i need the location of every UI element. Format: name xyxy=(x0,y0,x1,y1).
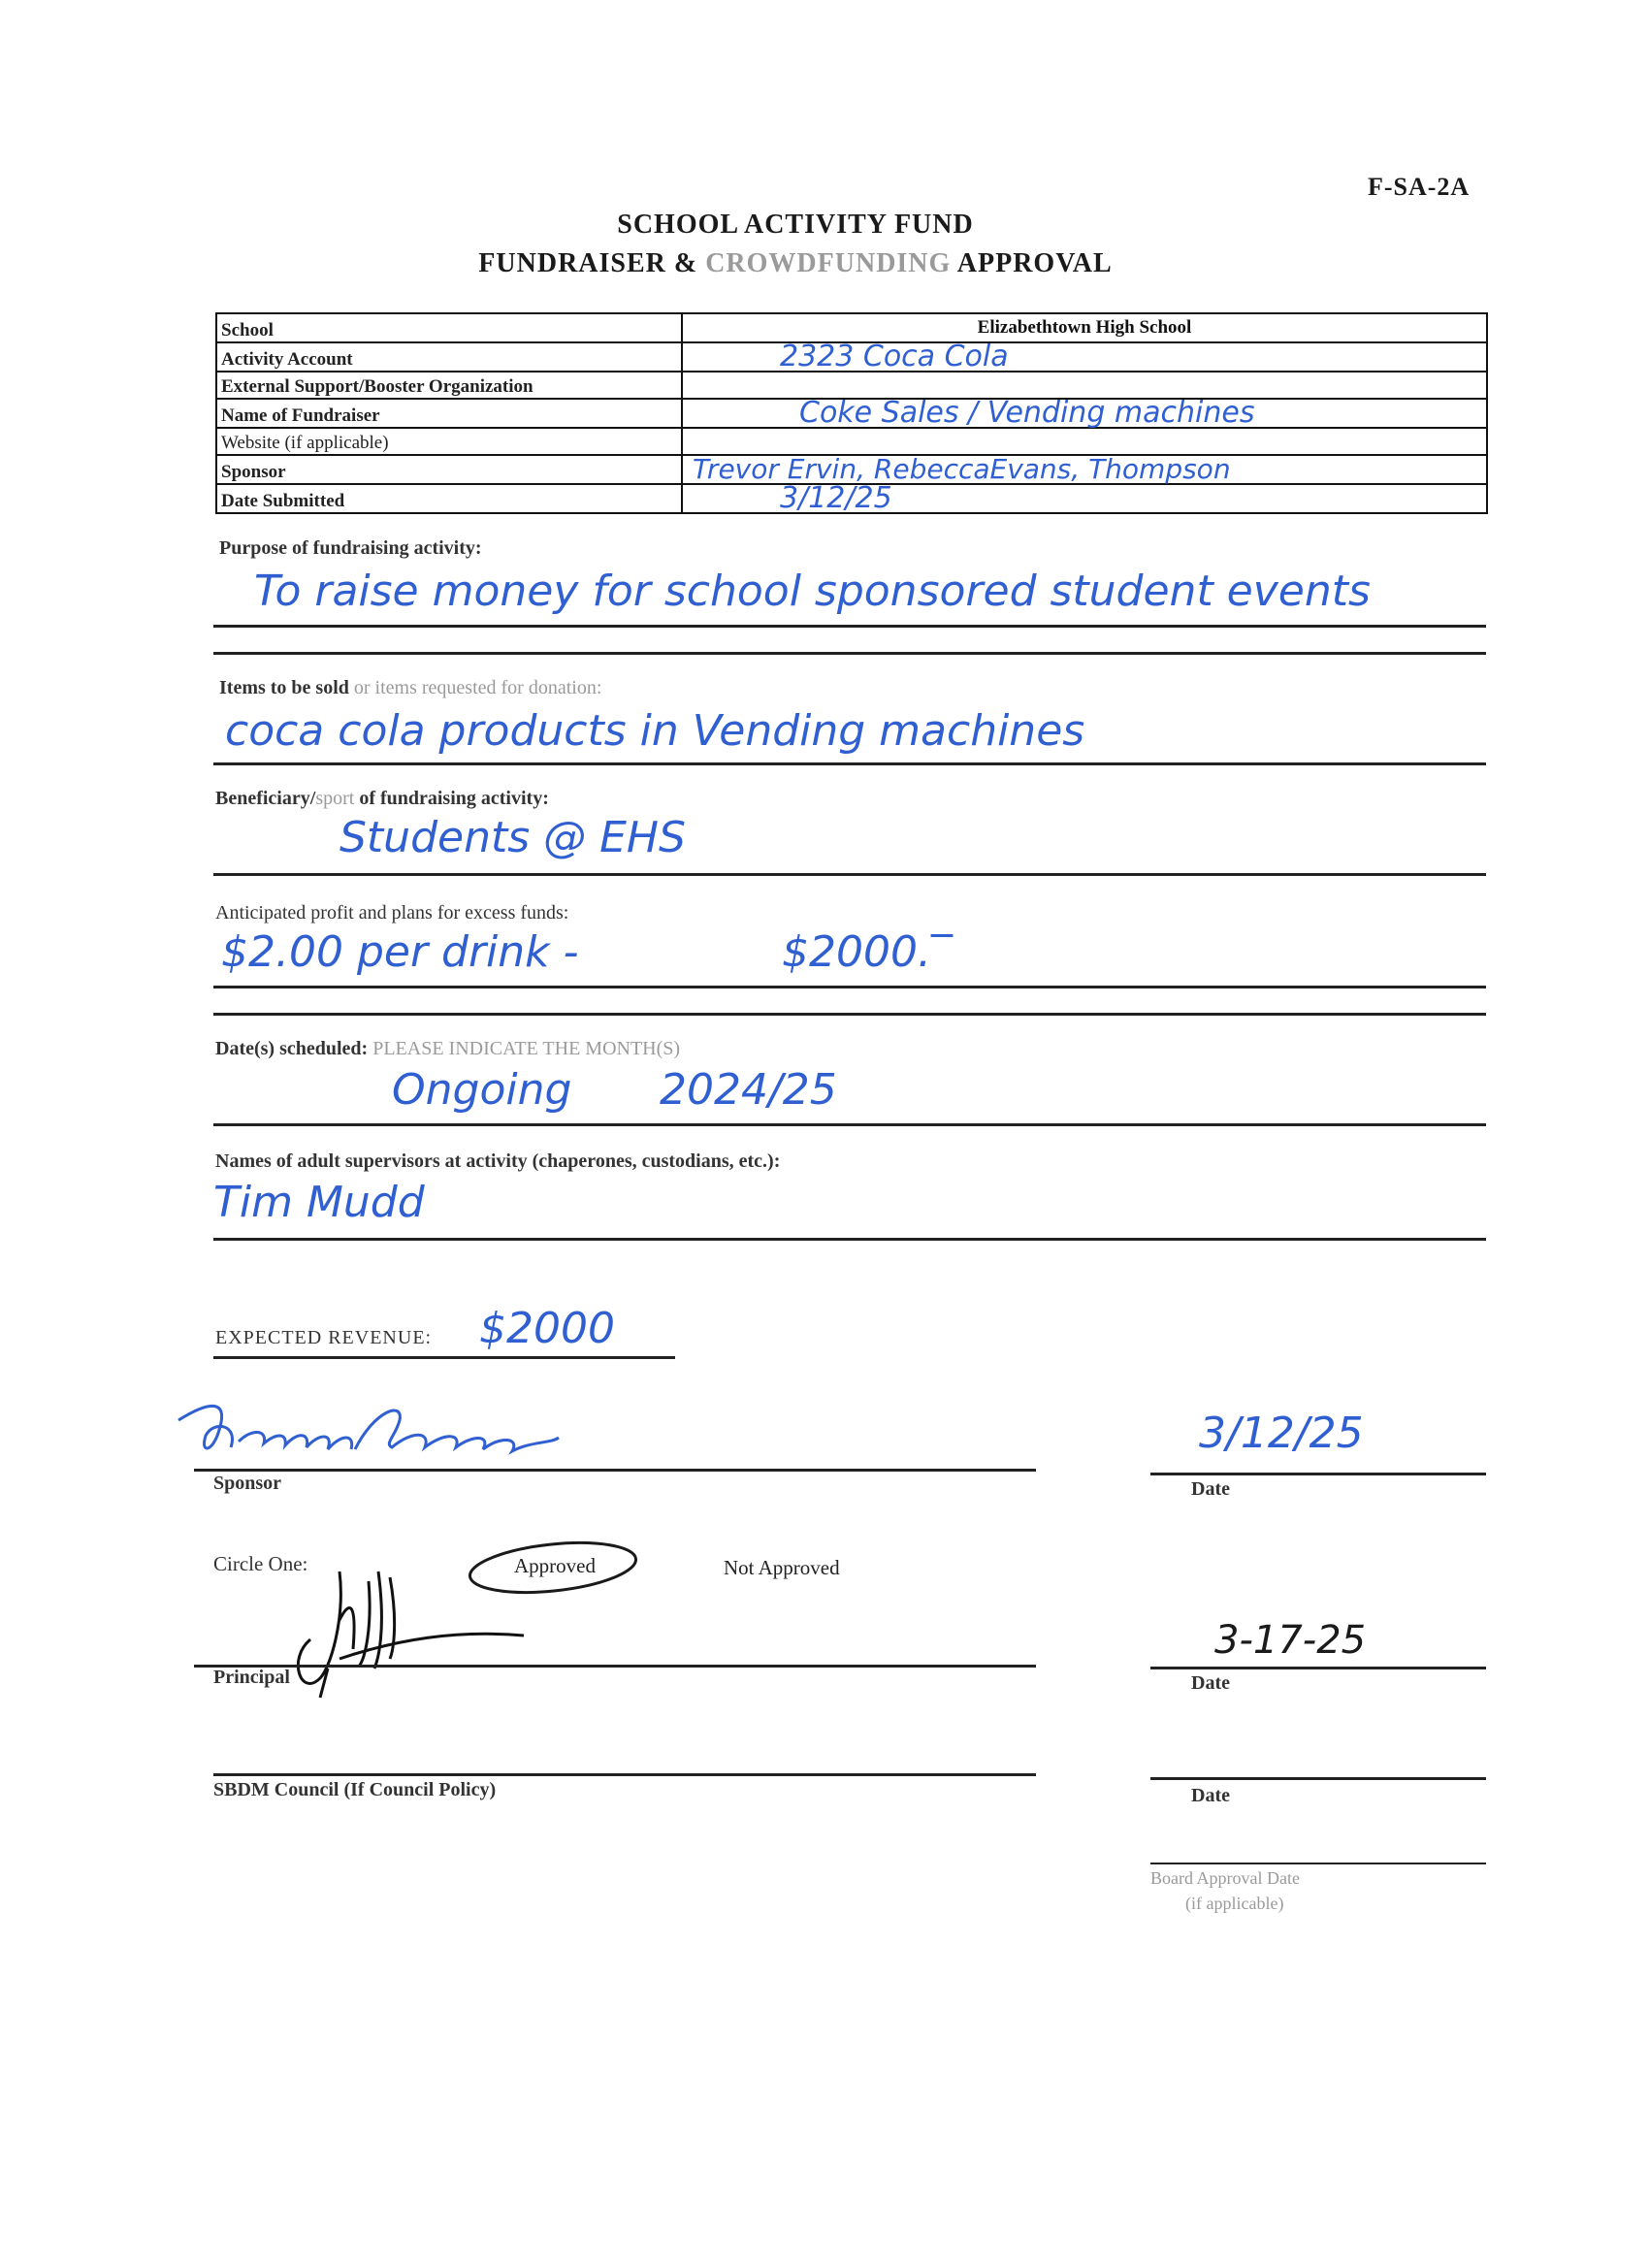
supervisors-line xyxy=(213,1238,1486,1241)
board-label-2: (if applicable) xyxy=(1185,1894,1284,1913)
items-label-faded: or items requested for donation: xyxy=(348,677,602,698)
table-row xyxy=(216,455,1487,484)
dates-label-faded: PLEASE INDICATE THE MONTH(S) xyxy=(368,1038,681,1059)
principal-signature xyxy=(281,1562,553,1707)
title-prefix: FUNDRAISER & xyxy=(478,248,706,278)
sponsor-date-label: Date xyxy=(1191,1478,1230,1500)
anticipated-value-1: $2.00 per drink - xyxy=(221,927,579,977)
table-row xyxy=(216,372,1487,399)
items-value: coca cola products in Vending machines xyxy=(225,706,1085,756)
board-label-1: Board Approval Date xyxy=(1150,1868,1300,1888)
title-suffix: APPROVAL xyxy=(951,248,1113,278)
dates-line xyxy=(213,1123,1486,1126)
circle-one-label: Circle One: xyxy=(213,1552,308,1575)
supervisors-value: Tim Mudd xyxy=(213,1178,425,1227)
table-row xyxy=(216,428,1487,455)
beneficiary-label-faded: sport xyxy=(315,788,355,809)
purpose-line-1 xyxy=(213,625,1486,628)
sbdm-date-line xyxy=(1150,1777,1486,1780)
fundraiser-info-table xyxy=(215,312,1488,514)
row-label-activity-account: Activity Account xyxy=(216,342,682,372)
sponsor-date-line xyxy=(1150,1473,1486,1475)
row-value-school: Elizabethtown High School xyxy=(682,313,1487,342)
form-code: F-SA-2A xyxy=(1368,173,1471,201)
row-value-website xyxy=(682,428,1487,455)
dates-label xyxy=(215,1038,680,1060)
approved-option: Approved xyxy=(514,1554,596,1577)
row-label-external-org: External Support/Booster Organization xyxy=(216,372,682,399)
supervisors-label: Names of adult supervisors at activity (chaperones, custodians, etc.): xyxy=(215,1150,781,1172)
items-label xyxy=(219,677,601,699)
table-row xyxy=(216,313,1487,342)
board-date-line xyxy=(1150,1863,1486,1864)
dates-value-2: 2024/25 xyxy=(660,1065,837,1115)
beneficiary-line xyxy=(213,873,1486,876)
principal-date-value: 3-17-25 xyxy=(1214,1618,1367,1663)
expected-revenue-line xyxy=(213,1356,675,1359)
principal-line xyxy=(194,1665,1036,1668)
row-label-sponsor: Sponsor xyxy=(216,455,682,484)
sbdm-line xyxy=(213,1773,1036,1776)
expected-revenue-value: $2000 xyxy=(479,1304,615,1353)
items-label-bold: Items to be sold xyxy=(219,677,349,698)
row-value-activity-account: 2323 Coca Cola xyxy=(682,342,1487,372)
row-value-fundraiser-name: Coke Sales / Vending machines xyxy=(682,399,1487,428)
sponsor-line xyxy=(194,1469,1036,1472)
row-label-website: Website (if applicable) xyxy=(216,428,682,455)
purpose-line-2 xyxy=(213,652,1486,655)
beneficiary-label-a: Beneficiary/ xyxy=(215,788,316,809)
sponsor-signature xyxy=(171,1391,598,1469)
principal-date-label: Date xyxy=(1191,1672,1230,1694)
beneficiary-value: Students @ EHS xyxy=(340,813,686,862)
not-approved-option: Not Approved xyxy=(724,1556,840,1579)
form-title-line2 xyxy=(0,248,1591,279)
table-row xyxy=(216,342,1487,372)
anticipated-value-2: $2000.‾ xyxy=(782,927,953,977)
row-label-date-submitted: Date Submitted xyxy=(216,484,682,513)
table-row xyxy=(216,484,1487,513)
sponsor-date-value: 3/12/25 xyxy=(1199,1409,1364,1458)
purpose-value: To raise money for school sponsored student events xyxy=(254,567,1371,616)
row-value-external-org xyxy=(682,372,1487,399)
principal-date-line xyxy=(1150,1667,1486,1669)
title-crowdfunding: CROWDFUNDING xyxy=(705,248,952,278)
anticipated-label: Anticipated profit and plans for excess funds: xyxy=(215,902,569,923)
dates-label-bold: Date(s) scheduled: xyxy=(215,1038,369,1059)
beneficiary-label xyxy=(215,788,549,810)
row-value-sponsor: Trevor Ervin, RebeccaEvans, Thompson xyxy=(682,455,1487,484)
beneficiary-label-b: of fundraising activity: xyxy=(354,788,549,809)
purpose-label: Purpose of fundraising activity: xyxy=(219,537,482,559)
anticipated-line-2 xyxy=(213,1013,1486,1016)
expected-revenue-label: EXPECTED REVENUE: xyxy=(215,1327,433,1348)
anticipated-line-1 xyxy=(213,986,1486,988)
sponsor-label: Sponsor xyxy=(213,1473,282,1494)
dates-value-1: Ongoing xyxy=(392,1065,572,1115)
row-label-school: School xyxy=(216,313,682,342)
sbdm-date-label: Date xyxy=(1191,1785,1230,1806)
form-title-line1: SCHOOL ACTIVITY FUND xyxy=(617,210,974,240)
sbdm-label: SBDM Council (If Council Policy) xyxy=(213,1779,497,1800)
items-line xyxy=(213,762,1486,765)
row-label-fundraiser-name: Name of Fundraiser xyxy=(216,399,682,428)
principal-label: Principal xyxy=(213,1667,290,1688)
row-value-date-submitted: 3/12/25 xyxy=(682,484,1487,513)
table-row xyxy=(216,399,1487,428)
